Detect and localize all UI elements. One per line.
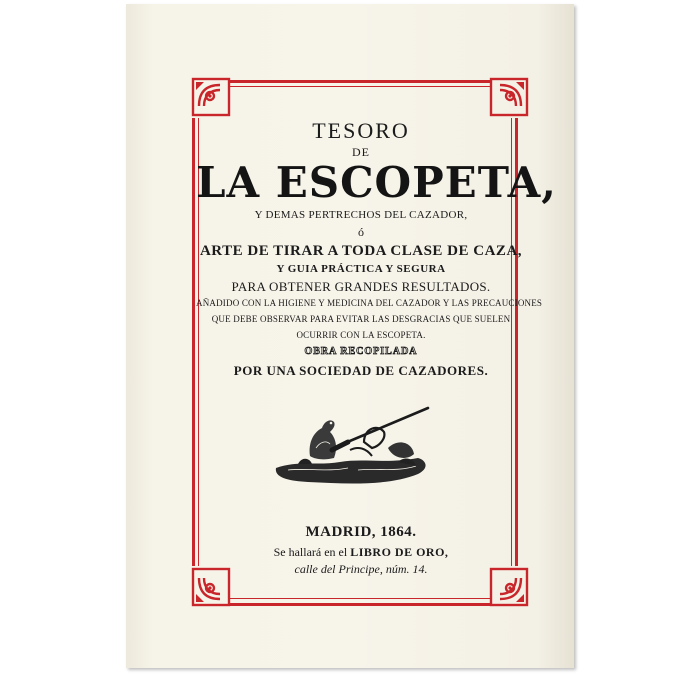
imprint-sold-at — [196, 545, 526, 560]
main-title: LA ESCOPETA, — [196, 158, 557, 207]
hunting-vignette-icon — [268, 398, 438, 498]
corner-ornament-top-right-icon — [488, 76, 530, 118]
imprint-sold-prefix: Se hallará en el — [273, 545, 348, 559]
imprint-shop-name: LIBRO DE ORO, — [350, 545, 449, 559]
title-tesoro: TESORO — [312, 118, 410, 143]
description-line-1: AÑADIDO CON LA HIGIENE Y MEDICINA DEL CAZADOR Y LAS PRECAUCIONES — [196, 298, 543, 308]
description-line-3: OCURRIR CON LA ESCOPETA. — [296, 330, 426, 340]
author-line: POR UNA SOCIEDAD DE CAZADORES. — [233, 363, 489, 378]
title-de: DE — [352, 145, 370, 159]
description-line-2: QUE DEBE OBSERVAR PARA EVITAR LAS DESGRACIAS QUE SUELEN — [211, 314, 511, 324]
subtitle-arte-de-tirar: ARTE DE TIRAR A TODA CLASE DE CAZA, — [199, 243, 523, 259]
corner-ornament-top-left-icon — [190, 76, 232, 118]
subtitle-grandes-resultados: PARA OBTENER GRANDES RESULTADOS. — [231, 279, 491, 294]
subtitle-o: ó — [358, 225, 364, 239]
imprint-city-year: MADRID, 1864. — [305, 524, 417, 540]
obra-recopilada-line: OBRA RECOPILADA — [304, 346, 418, 357]
subtitle-pertrechos: Y DEMAS PERTRECHOS DEL CAZADOR, — [254, 209, 468, 221]
imprint-address: calle del Principe, núm. 14. — [294, 562, 428, 576]
subtitle-guia-practica: Y GUIA PRÁCTICA Y SEGURA — [276, 263, 446, 275]
